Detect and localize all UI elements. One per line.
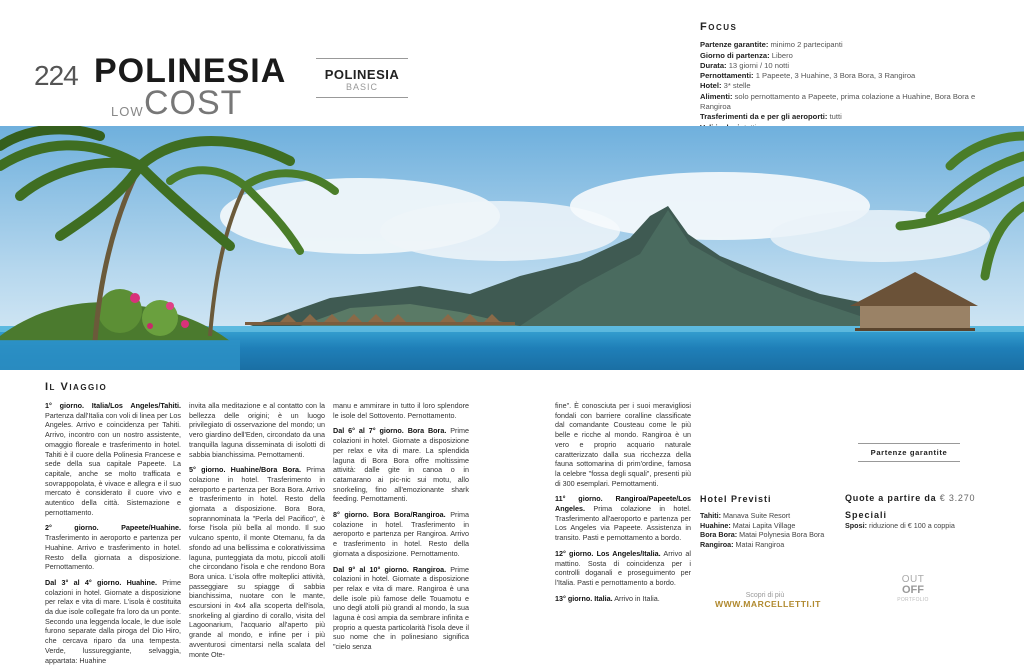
focus-row: Durata: 13 giorni / 10 notti <box>700 60 790 70</box>
bora-bora-photo <box>0 126 1024 370</box>
partenze-garantite-banner: Partenze garantite <box>858 443 960 462</box>
hotel-row: Tahiti: Manava Suite Resort <box>700 510 791 520</box>
hotel-title: Hotel Previsti <box>700 494 772 504</box>
itinerary-day: 11° giorno. Rangiroa/Papeete/Los Angeles. Prima colazione in hotel. Trasferimento all'aeroporto e partenza per Los Angeles via Papeete. Assistenza in transito. Pasti e pernottamento a bordo. <box>555 494 691 543</box>
speciali-title: Speciali <box>845 509 888 520</box>
itinerary-day: Dal 9° al 10° giorno. Rangiroa. Prime colazioni in hotel. Giornate a disposizione per relax e vita di mare. Rangiroa è una delle isole più famose delle Touamotu e uno degli atolli più grandi al mondo, la sua laguna è così ampia da sembrare infinita e proprio a questa particolarità l'isola deve il suo nome che in polinesiano significa "cielo senza <box>333 564 469 652</box>
speciali-row: Sposi: riduzione di € 100 a coppia <box>845 520 955 530</box>
itinerary-day: invita alla meditazione e al contatto con la bellezza delle origini; è un luogo privilegiato di osservazione del mondo; un vero giardino dell'Eden, circondato da una tranquilla laguna disseminata di isolotti di sabbia bianchissima. Pernottamenti. <box>189 401 325 459</box>
page-number: 224 <box>34 60 78 91</box>
subtitle-low: LOW <box>111 104 144 119</box>
hotel-box <box>700 495 840 550</box>
focus-row: Giorno di partenza: Libero <box>700 50 793 60</box>
page-title: POLINESIA <box>94 52 287 90</box>
hotel-row: Huahine: Matai Lapita Village <box>700 520 796 530</box>
article-column-3 <box>333 401 469 658</box>
category-badge <box>316 58 408 98</box>
badge-title: POLINESIA <box>324 67 400 82</box>
focus-row: Trasferimenti da e per gli aeroporti: tutti <box>700 112 842 122</box>
badge-subtitle: BASIC <box>345 82 378 92</box>
itinerary-day: 1° giorno. Italia/Los Angeles/Tahiti. Partenza dall'Italia con voli di linea per Los Angeles. Arrivo e coincidenza per Tahiti. Arrivo, incontro con un nostro assistente, omaggio floreale e trasferimento in hotel. Tahiti è il cuore della Polinesia Francese e sede della sua capitale Papeete. La capitale, anche se molto trafficata e sovrappopolata, è vivace e allegra e il suo mercato è considerato il cuore vivo e autentico della città. Sistemazione e pernottamento. <box>45 401 181 517</box>
website-link[interactable] <box>715 592 821 609</box>
focus-row: Hotel: 3* stelle <box>700 81 751 91</box>
focus-row: Partenze garantite: minimo 2 partecipanti <box>700 40 843 50</box>
website-url[interactable]: WWW.MARCELLETTI.IT <box>715 599 821 609</box>
subtitle-cost: COST <box>144 84 243 122</box>
itinerary-day: 2° giorno. Papeete/Huahine. Trasferimento in aeroporto e partenza per Huahine. Arrivo e trasferimento in hotel. Resto della giornata a disposizione. Pernottamento. <box>45 523 181 572</box>
article-column-2 <box>189 401 325 665</box>
section-title: Il Viaggio <box>45 381 108 393</box>
focus-row: Pernottamenti: 1 Papeete, 3 Huahine, 3 Bora Bora, 3 Rangiroa <box>700 71 916 81</box>
itinerary-day: 5° giorno. Huahine/Bora Bora. Prima colazione in hotel. Trasferimento in aeroporto e partenza per Bora Bora. Arrivo e trasferimento in hotel. Resto della giornata a disposizione. Bora Bora, soprannominata la "Perla del Pacifico", è forse l'isola più bella al mondo. Il suo vulcano spento, il monte Otemanu, fa da sfondo ad una bellissima e colorativissima laguna, punteggiata da motu, piccoli atolli che circondano l'isola e che rendono Bora Bora unica. L'isola offre molteplici attività, passeggiare su spiagge di sabbia bianchissima, nuotare con le mante, escursioni in 4x4 alla scoperta dell'isola, snorkeling al giardino di corallo, visita del Lagoonarium, l'acquario all'aperto più grande al mondo, e infine per i più avventurosi cimentarsi nella scalata del monte Ote- <box>189 465 325 659</box>
focus-title: Focus <box>700 21 738 33</box>
hotel-row: Rangiroa: Matai Rangiroa <box>700 540 785 550</box>
quote-price: € 3.270 <box>936 493 976 503</box>
itinerary-day: 13° giorno. Italia. Arrivo in Italia. <box>555 593 660 603</box>
itinerary-day: 12° giorno. Los Angeles/Italia. Arrivo al mattino. Sosta di coincidenza per i controlli doganali e proseguimento per l'Italia. Pasti e pernottamento a bordo. <box>555 548 691 587</box>
outoff-logo: OUT OFF PORTFOLIO <box>897 574 929 603</box>
itinerary-day: 8° giorno. Bora Bora/Rangiroa. Prima colazione in hotel. Trasferimento in aeroporto e partenza per Rangiroa. Arrivo e trasferimento in hotel. Resto della giornata a disposizione. Pernottamento. <box>333 510 469 558</box>
hotel-row: Bora Bora: Matai Polynesia Bora Bora <box>700 530 825 540</box>
focus-row: Alimenti: solo pernottamento a Papeete, prima colazione a Huahine, Bora Bora e Rangiroa <box>700 91 976 112</box>
itinerary-day: Dal 6° al 7° giorno. Bora Bora. Prime colazioni in hotel. Giornate a disposizione per relax e vita di mare. La splendida laguna di Bora Bora offre moltissime attività: dalle gite in canoa o in catamarano ai pic-nic sui motu, allo snorkeling, fino all'emozionante shark feeding. Pernottamenti. <box>333 426 469 504</box>
scopri-label: Scopri di più <box>745 592 785 599</box>
itinerary-day: manu e ammirare in tutto il loro splendore le isole del Sottovento. Pernottamento. <box>333 401 469 420</box>
quote-title: Quote a partire da € 3.270 <box>845 493 976 503</box>
focus-box <box>700 22 1000 133</box>
article-column-1 <box>45 401 181 671</box>
itinerary-day: fine". È conosciuta per i suoi meravigliosi fondali con barriere coralline classificate dal comandante Cousteau come le più belle e ricche al mondo. Rangiroa è un vero e proprio acquario naturale caratterizzato dalla sua ricchezza della fauna sottomarina di prim'ordine, famosa la celebre "fossa degli squali", presenti più di 300 esemplari. Pernottamenti. <box>555 401 691 488</box>
itinerary-day: Dal 3° al 4° giorno. Huahine. Prime colazioni in hotel. Giornate a disposizione per relax e vita di mare. L'isola è costituita da due isole collegate fra loro da un ponte. Secondo una leggenda locale, le due isole furono separate dalla piroga del Dio Hiro, che cercava riparo da una tempesta. Verde, lussureggiante, selvaggia, appartata: Huahine <box>45 577 181 665</box>
quote-box <box>845 494 995 530</box>
article-column-4 <box>555 401 691 609</box>
